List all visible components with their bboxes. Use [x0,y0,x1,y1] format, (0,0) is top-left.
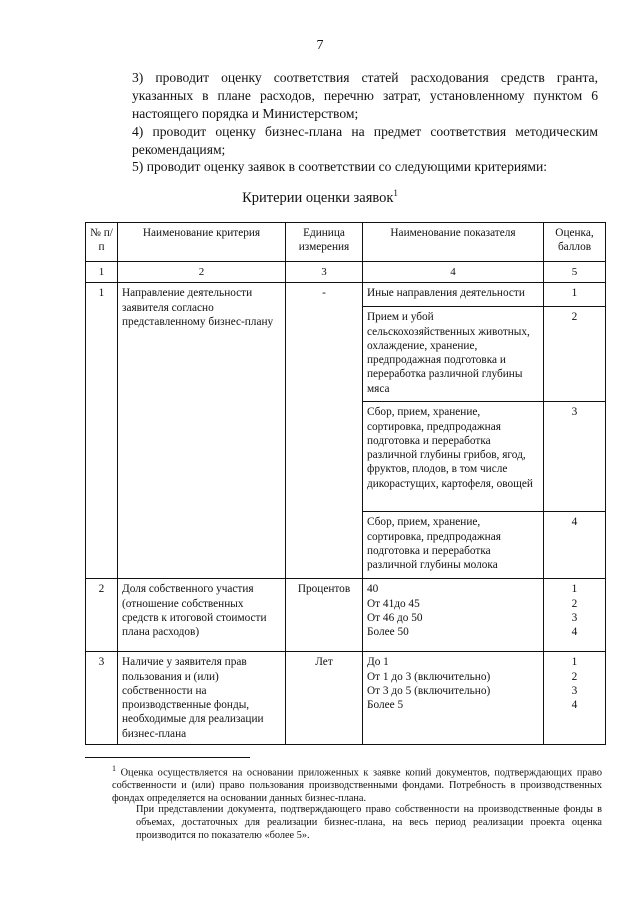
paragraph-4-text: 4) проводит оценку бизнес-плана на предмет соответствия методическим рекомендациям; [132,124,598,157]
row-2-indicator: Более 50 [367,626,409,639]
row-1-indicator-1: Иные направления деятельности [363,283,544,307]
row-3-score: 3 [571,684,578,697]
row-2-score: 4 [571,626,578,639]
row-1-score-2: 2 [544,307,606,402]
footnote-1 [92,762,602,805]
header-criterion: Наименование критерия [118,223,286,262]
row-1-unit: - [286,283,363,579]
row-2-indicator: От 46 до 50 [367,611,423,624]
footnote-text-2: При представлении документа, подтверждающего право собственности на производственные фонды в объемах, достаточных для реализации бизнес-плана, на весь период реализации проекта оценка производится по показателю «более 5». [136,804,602,841]
col-number: 1 [86,262,118,283]
row-1-score-4: 4 [544,512,606,579]
table-title-text: Критерии оценки заявок [242,189,394,206]
row-3-indicator: До 1 [367,656,389,669]
row-3-score: 2 [571,670,578,683]
row-1-indicator-3: Сбор, прием, хранение, сортировка, предпродажная подготовка и переработка различной глубины грибов, ягод, фруктов, плодов, в том числе дикорастущих, картофеля, овощей [363,402,544,512]
col-number: 5 [544,262,606,283]
row-2-scores [544,579,606,652]
row-1-num: 1 [86,283,118,579]
header-score: Оценка, баллов [544,223,606,262]
paragraph-5-text: 5) проводит оценку заявок в соответствии со следующими критериями: [132,159,548,174]
row-2-indicator: 40 [367,583,379,596]
row-3-unit: Лет [286,652,363,745]
row-3-indicator: От 3 до 5 (включительно) [367,684,491,697]
header-unit: Единица измерения [286,223,363,262]
row-1-score-1: 1 [544,283,606,307]
row-3-score: 1 [571,656,578,669]
row-1-indicator-2: Прием и убой сельскохозяйственных животных, охлаждение, хранение, предпродажная подготовка и переработка различной глубины мяса [363,307,544,402]
col-number: 4 [363,262,544,283]
row-3-score: 4 [571,699,578,712]
row-3-criterion: Наличие у заявителя прав пользования и (или) собственности на производственные фонды, необходимые для реализации бизнес-плана [118,652,286,745]
col-number: 3 [286,262,363,283]
row-2-score: 1 [571,583,578,596]
row-3-num: 3 [86,652,118,745]
row-2-indicators [363,579,544,652]
row-1-indicator-4: Сбор, прием, хранение, сортировка, предпродажная подготовка и переработка различной глубины молока [363,512,544,579]
col-number: 2 [118,262,286,283]
row-2-score: 3 [571,611,578,624]
table-row [86,283,606,307]
footnote-2 [92,803,602,842]
row-3-indicator: От 1 до 3 (включительно) [367,670,491,683]
header-indicator: Наименование показателя [363,223,544,262]
page-number: 7 [316,38,324,53]
table-row [86,579,606,652]
paragraph-3-text: 3) проводит оценку соответствия статей расходования средств гранта, указанных в плане расходов, перечню затрат, установленному пунктом 6 настоящего порядка и Министерством; [132,70,598,121]
row-3-indicators [363,652,544,745]
row-3-scores [544,652,606,745]
column-number-row [86,262,606,283]
paragraph-3 [90,69,598,123]
table-title-footnote-marker: 1 [393,188,398,198]
footnote-marker: 1 [112,764,116,773]
footnote-divider [85,757,250,758]
paragraph-5 [90,158,598,176]
row-2-score: 2 [571,597,578,610]
row-3-indicator: Более 5 [367,699,404,712]
row-2-unit: Процентов [286,579,363,652]
table-title [0,188,640,207]
criteria-table [85,222,606,745]
row-2-criterion: Доля собственного участия (отношение собственных средств к итоговой стоимости плана расходов) [118,579,286,652]
paragraph-4 [90,123,598,159]
row-1-criterion: Направление деятельности заявителя согласно представленному бизнес-плану [118,283,286,579]
header-num: № п/п [86,223,118,262]
table-row [86,652,606,745]
table-header-row [86,223,606,262]
row-2-num: 2 [86,579,118,652]
row-2-indicator: От 41до 45 [367,597,420,610]
row-1-score-3: 3 [544,402,606,512]
footnote-text-1: Оценка осуществляется на основании приложенных к заявке копий документов, подтверждающих право собственности и (или) право пользования производственными фондами. Потребность в производственных фондах определяется на основании данных бизнес-плана. [112,767,602,805]
